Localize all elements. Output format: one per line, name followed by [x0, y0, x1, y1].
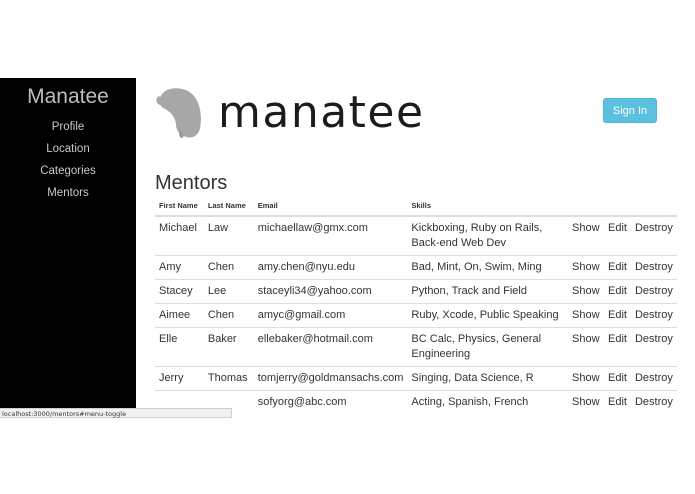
column-header-last-name: Last Name [204, 199, 254, 216]
column-header-skills: Skills [407, 199, 568, 216]
cell-last-name: Law [204, 216, 254, 256]
cell-first-name: Stacey [155, 280, 204, 304]
column-header-email: Email [254, 199, 408, 216]
sidebar-brand[interactable]: Manatee [27, 85, 109, 108]
cell-first-name: Jerry [155, 367, 204, 391]
edit-link[interactable]: Edit [604, 280, 631, 304]
cell-first-name: Elle [155, 328, 204, 367]
show-link[interactable]: Show [568, 256, 604, 280]
table-row [155, 391, 677, 415]
edit-link[interactable]: Edit [604, 328, 631, 367]
destroy-link[interactable]: Destroy [631, 280, 677, 304]
cell-email: amy.chen@nyu.edu [254, 256, 408, 280]
show-link[interactable]: Show [568, 304, 604, 328]
table-row [155, 280, 677, 304]
destroy-link[interactable]: Destroy [631, 391, 677, 415]
cell-last-name: Chen [204, 304, 254, 328]
sidebar [0, 78, 136, 418]
status-bar-url: localhost:3000/mentors#menu-toggle [0, 408, 232, 418]
cell-skills: Kickboxing, Ruby on Rails, Back-end Web Dev [407, 216, 568, 256]
cell-email: tomjerry@goldmansachs.com [254, 367, 408, 391]
cell-first-name: Aimee [155, 304, 204, 328]
column-header-destroy [631, 199, 677, 216]
browser-viewport [0, 78, 695, 418]
edit-link[interactable]: Edit [604, 304, 631, 328]
sign-in-button[interactable]: Sign In [603, 98, 657, 123]
destroy-link[interactable]: Destroy [631, 216, 677, 256]
sidebar-item-location[interactable]: Location [46, 143, 90, 155]
cell-skills: Acting, Spanish, French [407, 391, 568, 415]
column-header-show [568, 199, 604, 216]
show-link[interactable]: Show [568, 216, 604, 256]
sidebar-item-categories[interactable]: Categories [40, 165, 96, 177]
edit-link[interactable]: Edit [604, 391, 631, 415]
sidebar-item-mentors[interactable]: Mentors [47, 187, 89, 199]
cell-last-name: Thomas [204, 367, 254, 391]
show-link[interactable]: Show [568, 280, 604, 304]
show-link[interactable]: Show [568, 391, 604, 415]
sidebar-item-profile[interactable]: Profile [51, 121, 85, 133]
cell-skills: BC Calc, Physics, General Engineering [407, 328, 568, 367]
cell-last-name: Baker [204, 328, 254, 367]
page-title: Mentors [155, 172, 228, 194]
cell-email: sofyorg@abc.com [254, 391, 408, 415]
table-row [155, 328, 677, 367]
cell-skills: Python, Track and Field [407, 280, 568, 304]
logo-wordmark: manatee [218, 87, 425, 138]
cell-email: michaellaw@gmx.com [254, 216, 408, 256]
table-row [155, 367, 677, 391]
cell-email: ellebaker@hotmail.com [254, 328, 408, 367]
edit-link[interactable]: Edit [604, 216, 631, 256]
mentors-table [155, 199, 677, 414]
destroy-link[interactable]: Destroy [631, 304, 677, 328]
show-link[interactable]: Show [568, 367, 604, 391]
edit-link[interactable]: Edit [604, 367, 631, 391]
cell-last-name: Chen [204, 256, 254, 280]
sidebar-nav [0, 116, 136, 204]
cell-skills: Singing, Data Science, R [407, 367, 568, 391]
destroy-link[interactable]: Destroy [631, 328, 677, 367]
cell-skills: Ruby, Xcode, Public Speaking [407, 304, 568, 328]
cell-last-name: Lee [204, 280, 254, 304]
cell-email: amyc@gmail.com [254, 304, 408, 328]
cell-first-name: Michael [155, 216, 204, 256]
destroy-link[interactable]: Destroy [631, 367, 677, 391]
cell-skills: Bad, Mint, On, Swim, Ming [407, 256, 568, 280]
show-link[interactable]: Show [568, 328, 604, 367]
table-row [155, 256, 677, 280]
table-row [155, 216, 677, 256]
column-header-first-name: First Name [155, 199, 204, 216]
logo [156, 84, 446, 144]
table-header-row [155, 199, 677, 216]
cell-first-name: Amy [155, 256, 204, 280]
destroy-link[interactable]: Destroy [631, 256, 677, 280]
manatee-icon [156, 84, 206, 140]
edit-link[interactable]: Edit [604, 256, 631, 280]
cell-email: staceyli34@yahoo.com [254, 280, 408, 304]
column-header-edit [604, 199, 631, 216]
table-row [155, 304, 677, 328]
